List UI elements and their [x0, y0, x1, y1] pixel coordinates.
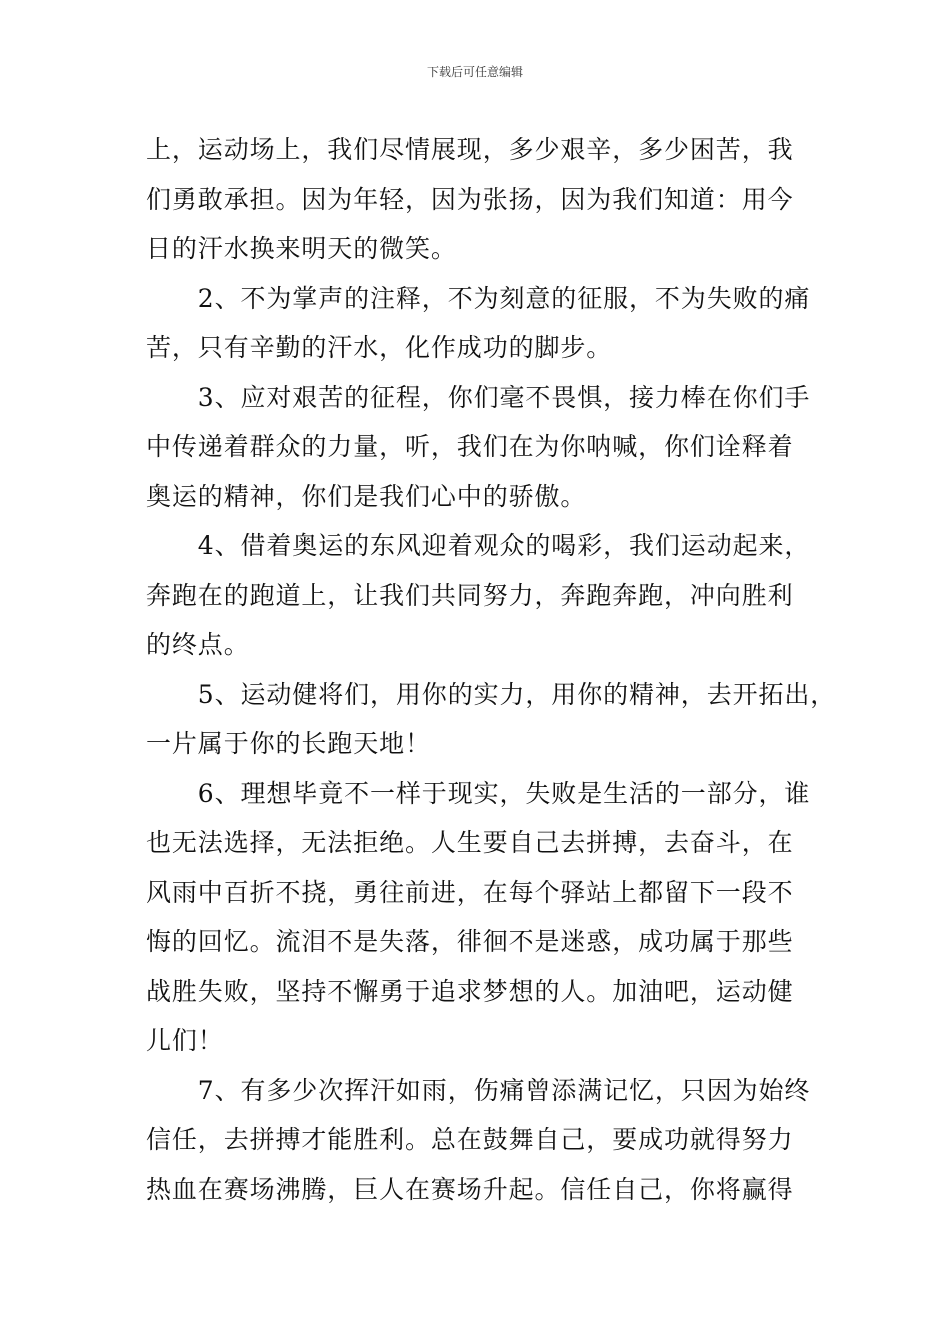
text-line: 儿们！	[146, 1026, 224, 1055]
text-line: 奥运的精神，你们是我们心中的骄傲。	[146, 481, 587, 511]
text-line: 悔的回忆。流泪不是失落，徘徊不是迷惑，成功属于那些	[146, 927, 794, 956]
text-line: 信任，去拼搏才能胜利。总在鼓舞自己，要成功就得努力	[146, 1125, 794, 1154]
text-line: 日的汗水换来明天的微笑。	[146, 234, 457, 263]
text-line: 的终点。	[146, 630, 250, 659]
text-line: 战胜失败，坚持不懈勇于追求梦想的人。加油吧，运动健	[146, 976, 794, 1006]
text-line: 2、不为掌声的注释，不为刻意的征服，不为失败的痛	[146, 283, 811, 313]
text-line: 风雨中百折不挠，勇往前进，在每个驿站上都留下一段不	[146, 877, 794, 907]
text-line: 奔跑在的跑道上，让我们共同努力，奔跑奔跑，冲向胜利	[146, 580, 794, 610]
text-line: 4、借着奥运的东风迎着观众的喝彩，我们运动起来，	[146, 531, 811, 560]
text-line: 一片属于你的长跑天地！	[146, 729, 431, 758]
text-line: 5、运动健将们，用你的实力，用你的精神，去开拓出，	[146, 679, 837, 709]
document-body	[146, 125, 846, 1214]
text-line: 3、应对艰苦的征程，你们毫不畏惧，接力棒在你们手	[146, 382, 811, 412]
text-line: 7、有多少次挥汗如雨，伤痛曾添满记忆，只因为始终	[146, 1075, 811, 1105]
text-line: 中传递着群众的力量，听，我们在为你呐喊，你们诠释着	[146, 432, 794, 461]
text-line: 苦，只有辛勤的汗水，化作成功的脚步。	[146, 333, 613, 362]
page-header: 下载后可任意编辑	[426, 65, 523, 79]
text-line: 也无法选择，无法拒绝。人生要自己去拼搏，去奋斗，在	[146, 828, 794, 857]
text-line: 们勇敢承担。因为年轻，因为张扬，因为我们知道：用今	[146, 184, 794, 214]
text-line: 上，运动场上，我们尽情展现，多少艰辛，多少困苦，我	[146, 135, 794, 164]
text-line: 6、理想毕竟不一样于现实，失败是生活的一部分，谁	[146, 778, 811, 808]
text-line: 热血在赛场沸腾，巨人在赛场升起。信任自己，你将赢得	[146, 1174, 794, 1204]
